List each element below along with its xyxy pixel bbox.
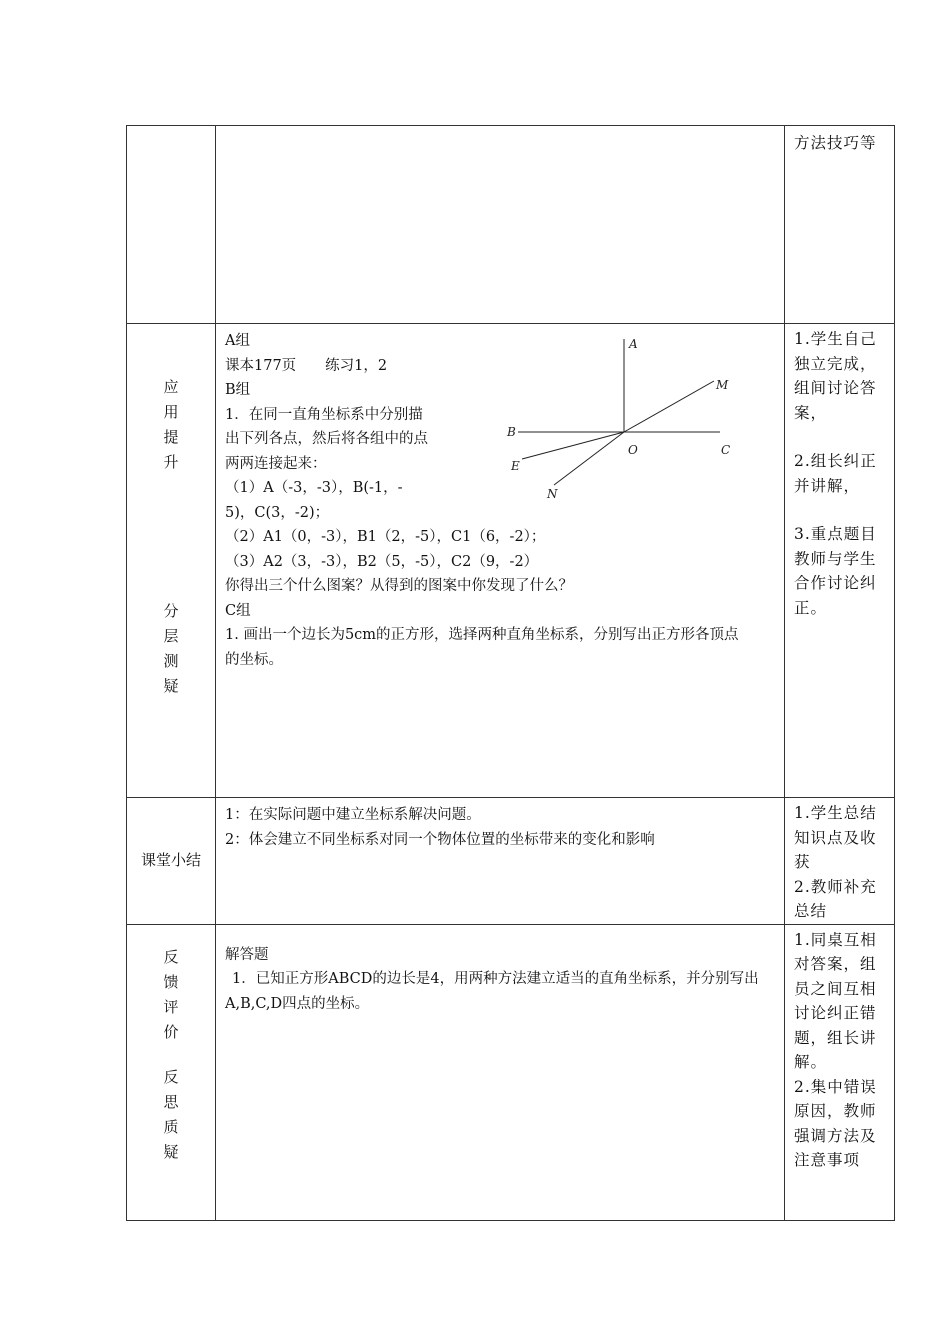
apply-note-1: 1.学生自己独立完成，组间讨论答案，: [794, 330, 877, 422]
label-O: O: [628, 443, 638, 457]
c1-line2: 的坐标。: [225, 651, 283, 668]
summary-line2: 2：体会建立不同坐标系对同一个物体位置的坐标带来的变化和影响: [225, 831, 655, 848]
ray-OE: [522, 432, 624, 459]
b1-line3: 两两连接起来：: [225, 455, 327, 472]
apply-note-2: 2.组长纠正并讲解，: [794, 452, 877, 495]
b1-line2: 出下列各点，然后将各组中的点: [225, 431, 428, 447]
row-top-note-cell: [785, 126, 895, 324]
row-top-stage-cell: [127, 126, 216, 324]
stage-feedback-label: 反 馈 评 价: [163, 948, 179, 1041]
feedback-note-1: 1.同桌互相对答案，组员之间互相讨论纠正错题，组长讲解。: [794, 930, 877, 1071]
feedback-question: 1．已知正方形ABCD的边长是4，用两种方法建立适当的直角坐标系，并分别写出A,B,C,D四点的坐标。: [225, 971, 759, 1012]
ray-ON: [554, 432, 624, 485]
rays-diagram: [498, 333, 748, 503]
lesson-table: [126, 125, 895, 1221]
stage-layered-label: 分 层 测 疑: [163, 601, 179, 695]
row-feedback: [127, 924, 895, 1220]
item1-line2: 5)，C(3，-2)；: [225, 504, 330, 521]
apply-note-3: 3.重点题目教师与学生合作讨论纠正。: [794, 525, 877, 617]
summary-content-cell: [216, 798, 785, 925]
feedback-note-cell: [785, 924, 895, 1220]
stage-summary-cell: [127, 798, 216, 925]
stage-feedback-cell: [127, 924, 216, 1220]
stage-reflect-label: 反 思 质 疑: [163, 1068, 179, 1161]
item2: （2）A1（0，-3），B1（2，-5），C1（6，-2）；: [225, 529, 546, 545]
summary-note-cell: [785, 798, 895, 925]
row-top-content-cell: [216, 126, 785, 324]
stage-summary-label: 课堂小结: [140, 851, 201, 870]
row-summary: [127, 798, 895, 925]
item1-line1: （1）A（-3，-3），B(-1，-: [225, 480, 403, 496]
label-N: N: [547, 487, 558, 501]
group-a-label: A组: [225, 333, 250, 349]
ray-OM: [624, 381, 714, 432]
label-M: M: [716, 378, 729, 392]
group-a-text: 课本177页 练习1，2: [225, 357, 388, 374]
summary-note-1: 1.学生总结知识点及收获: [794, 804, 877, 871]
b1-line1: 1．在同一直角坐标系中分别描: [225, 406, 423, 423]
stage-apply-cell: [127, 324, 216, 798]
row-top: [127, 126, 895, 324]
label-B: B: [507, 425, 516, 439]
label-E: E: [511, 459, 520, 473]
apply-note-cell: [785, 324, 895, 798]
question: 你得出三个什么图案？从得到的图案中你发现了什么？: [225, 578, 573, 594]
group-c-label: C组: [225, 602, 251, 619]
summary-line1: 1：在实际问题中建立坐标系解决问题。: [225, 807, 481, 823]
feedback-heading: 解答题: [225, 946, 269, 963]
label-C: C: [721, 443, 731, 457]
item3: （3）A2（3，-3），B2（5，-5），C2（9，-2）: [225, 553, 539, 570]
group-b-label: B组: [225, 382, 251, 398]
stage-apply-label: 应 用 提 升: [163, 377, 179, 471]
summary-note-2: 2.教师补充总结: [794, 877, 877, 920]
c1-line1: 1. 画出一个边长为5cm的正方形，选择两种直角坐标系，分别写出正方形各顶点: [225, 627, 739, 643]
label-A: A: [629, 337, 638, 351]
feedback-note-2: 2.集中错误原因，教师强调方法及注意事项: [794, 1077, 877, 1169]
method-tips-text: 方法技巧等: [794, 134, 877, 152]
feedback-content-cell: [216, 924, 785, 1220]
